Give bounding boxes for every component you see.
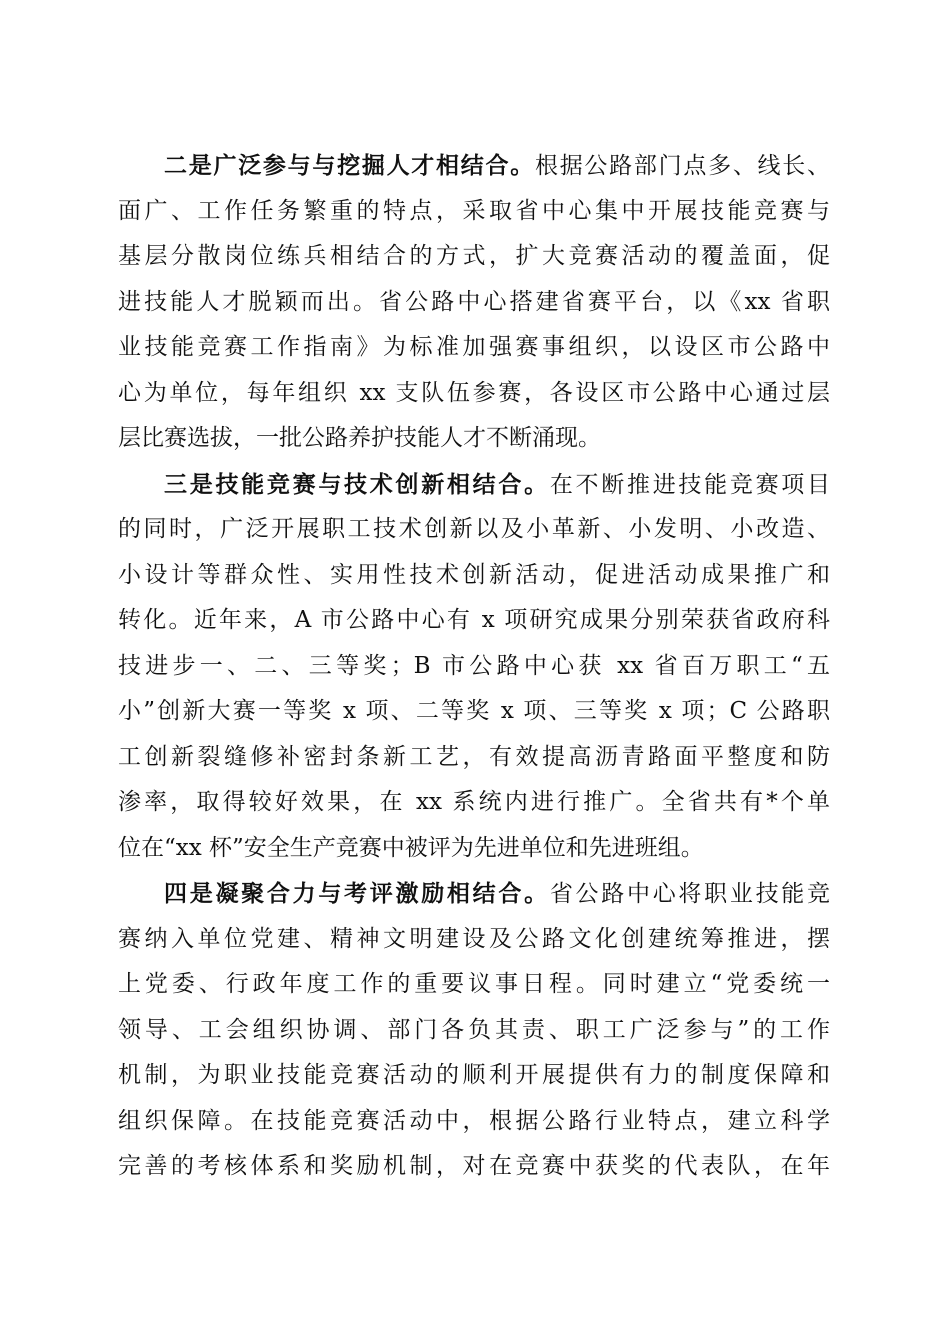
text-line: 机制，为职业技能竞赛活动的顺利开展提供有力的制度保障和 [118,1062,830,1088]
paragraph-text: 根据公路部门点多、线长、 [534,153,831,179]
text-line: 小”创新大赛一等奖 x 项、二等奖 x 项、三等奖 x 项；C 公路职 [118,698,830,724]
text-line: 位在“xx 杯”安全生产竞赛中被评为先进单位和先进班组。 [118,834,704,861]
text-line: 的同时，广泛开展职工技术创新以及小革新、小发明、小改造、 [118,516,830,542]
paragraph-lead: 二是广泛参与与挖掘人才相结合。 [164,152,535,179]
text-line: 进技能人才脱颖而出。省公路中心搭建省赛平台，以《xx 省职 [118,288,830,315]
text-line: 工创新裂缝修补密封条新工艺，有效提高沥青路面平整度和防 [118,743,830,770]
text-line: 业技能竞赛工作指南》为标准加强赛事组织，以设区市公路中 [118,334,830,360]
text-line: 心为单位，每年组织 xx 支队伍参赛，各设区市公路中心通过层 [118,379,830,406]
paragraph-talent [118,143,830,462]
paragraph-first-line [118,143,830,189]
paragraph-incentive [118,871,830,1190]
paragraph-first-line [118,462,830,508]
text-line: 基层分散岗位练兵相结合的方式，扩大竞赛活动的覆盖面，促 [118,243,830,269]
text-line: 领导、工会组织协调、部门各负其责、职工广泛参与”的工作 [118,1016,830,1043]
paragraph-first-line [118,871,830,917]
body-text [118,143,830,1190]
text-line: 面广、工作任务繁重的特点，采取省中心集中开展技能竞赛与 [118,197,830,224]
paragraph-lead: 三是技能竞赛与技术创新相结合。 [164,470,550,498]
text-line: 小设计等群众性、实用性技术创新活动，促进活动成果推广和 [118,561,830,588]
text-line: 技进步一、二、三等奖；B 市公路中心获 xx 省百万职工“五 [118,652,830,679]
text-line: 上党委、行政年度工作的重要议事日程。同时建立“党委统一 [118,971,830,997]
paragraph-innovation [118,462,830,872]
paragraph-lead: 四是凝聚合力与考评激励相结合。 [164,880,550,907]
text-line: 转化。近年来，A 市公路中心有 x 项研究成果分别荣获省政府科 [118,607,830,633]
paragraph-text: 省公路中心将职业技能竞 [549,881,831,907]
text-line: 完善的考核体系和奖励机制，对在竞赛中获奖的代表队，在年 [118,1153,830,1179]
text-line: 渗率，取得较好效果，在 xx 系统内进行推广。全省共有*个单 [118,789,830,815]
text-line: 层比赛选拔，一批公路养护技能人才不断涌现。 [118,425,601,451]
text-line: 赛纳入单位党建、精神文明建设及公路文化创建统筹推进，摆 [118,925,830,952]
text-line: 组织保障。在技能竞赛活动中，根据公路行业特点，建立科学 [118,1107,830,1134]
paragraph-text: 在不断推进技能竞赛项目 [549,471,831,498]
